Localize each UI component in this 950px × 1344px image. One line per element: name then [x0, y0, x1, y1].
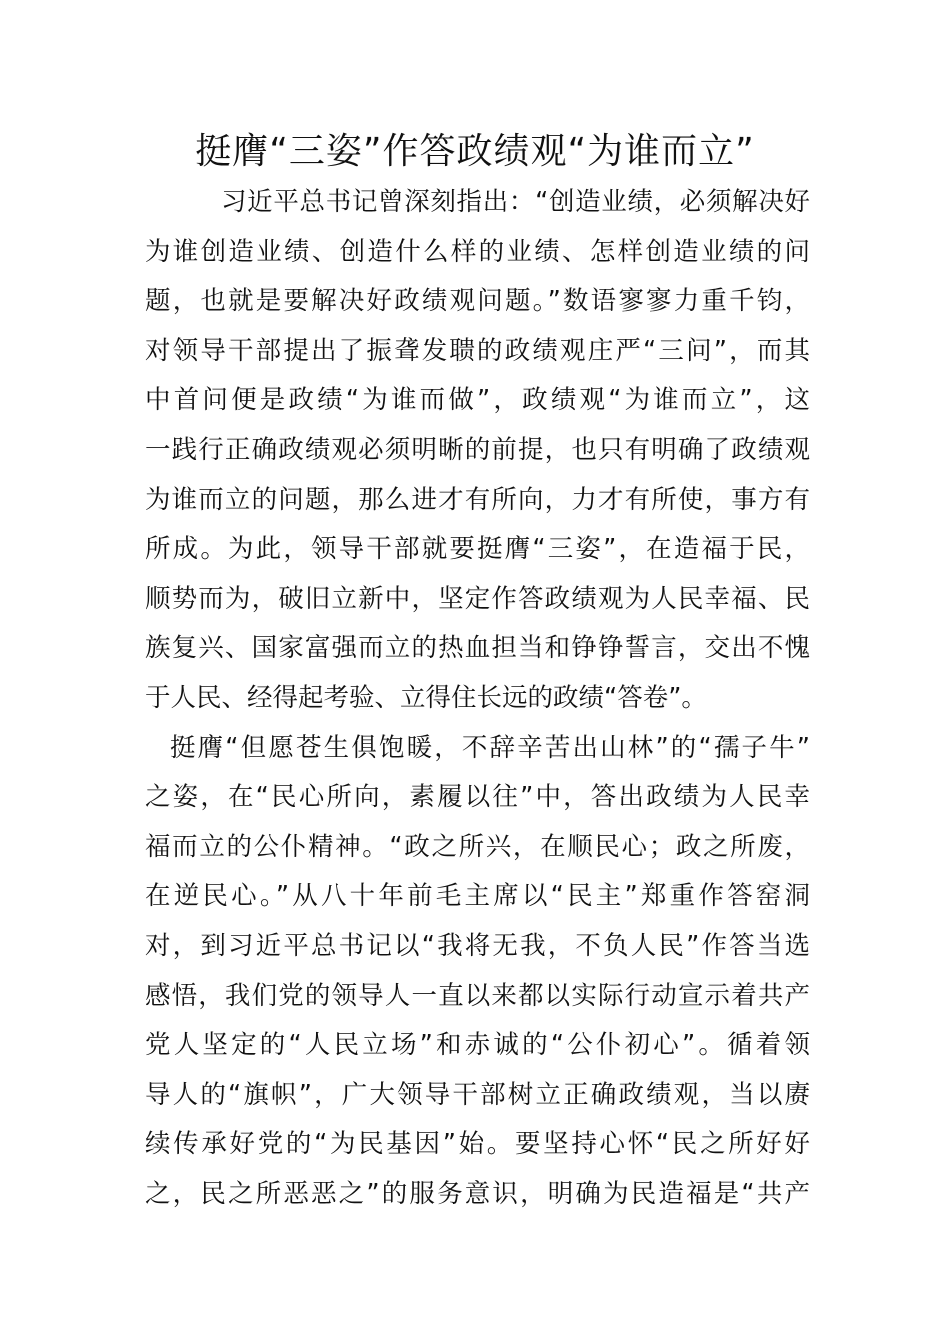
paragraph-line: 之，民之所恶恶之”的服务意识，明确为民造福是“共产: [145, 1178, 810, 1209]
paragraph-line: 导人的“旗帜”，广大领导干部树立正确政绩观，当以赓: [145, 1079, 810, 1110]
paragraph-line: 之姿，在“民心所向，素履以往”中，答出政绩为人民幸: [145, 782, 810, 813]
paragraph-line: 一践行正确政绩观必须明晰的前提，也只有明确了政绩观: [145, 434, 810, 465]
paragraph-line: 于人民、经得起考验、立得住长远的政绩“答卷”。: [145, 682, 707, 713]
paragraph-line: 题，也就是要解决好政绩观问题。”数语寥寥力重千钧，: [145, 286, 810, 317]
paragraph-line: 为谁而立的问题，那么进才有所向，力才有所使，事方有: [145, 484, 810, 515]
paragraph-1: [145, 178, 810, 724]
paragraph-line: 所成。为此，领导干部就要挺膺“三姿”，在造福于民，: [145, 534, 810, 565]
paragraph-line: 福而立的公仆精神。“政之所兴，在顺民心；政之所废，: [145, 831, 810, 862]
paragraph-line: 族复兴、国家富强而立的热血担当和铮铮誓言，交出不愧: [145, 633, 810, 664]
paragraph-line: 对，到习近平总书记以“我将无我，不负人民”作答当选: [145, 930, 810, 961]
paragraph-line: 对领导干部提出了振聋发聩的政绩观庄严“三问”，而其: [145, 335, 810, 366]
paragraph-line: 习近平总书记曾深刻指出：“创造业绩，必须解决好: [221, 187, 810, 217]
paragraph-line: 中首问便是政绩“为谁而做”，政绩观“为谁而立”，这: [145, 385, 810, 416]
paragraph-line: 为谁创造业绩、创造什么样的业绩、怎样创造业绩的问: [145, 236, 810, 267]
document-body: [145, 178, 810, 1219]
paragraph-line: 续传承好党的“为民基因”始。要坚持心怀“民之所好好: [145, 1129, 810, 1160]
document-title: 挺膺“三姿”作答政绩观“为谁而立”: [195, 131, 755, 172]
paragraph-line: 党人坚定的“人民立场”和赤诚的“公仆初心”。循着领: [145, 1030, 810, 1061]
paragraph-line: 在逆民心。”从八十年前毛主席以“民主”郑重作答窑洞: [145, 881, 810, 912]
paragraph-line: 感悟，我们党的领导人一直以来都以实际行动宣示着共产: [145, 980, 810, 1011]
paragraph-line: 顺势而为，破旧立新中，坚定作答政绩观为人民幸福、民: [145, 583, 810, 614]
paragraph-line: 挺膺“但愿苍生俱饱暖，不辞辛苦出山林”的“孺子牛”: [170, 732, 810, 763]
paragraph-2: [145, 724, 810, 1220]
